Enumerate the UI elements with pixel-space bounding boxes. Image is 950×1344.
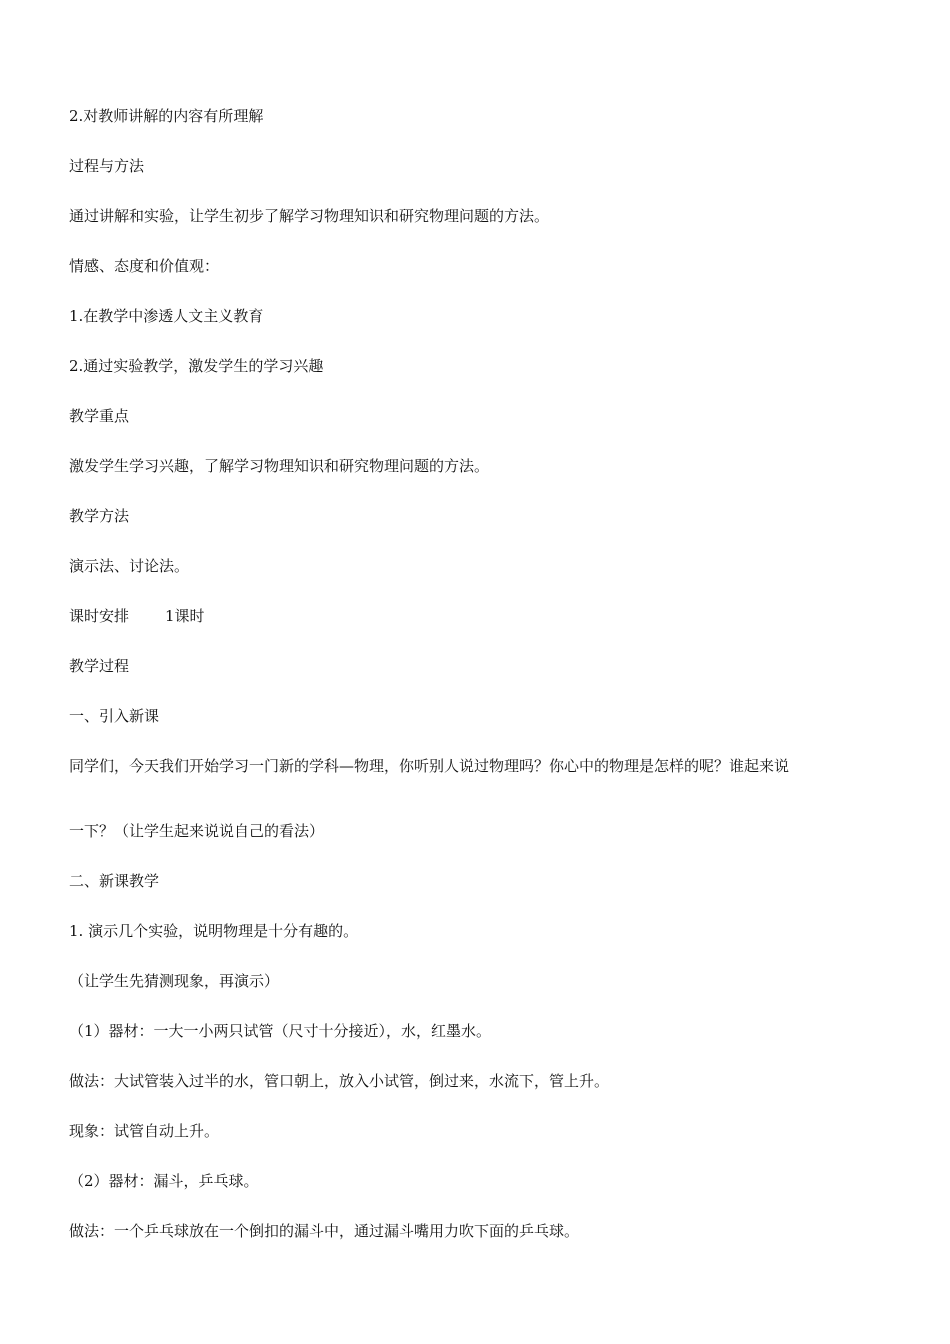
- schedule-value: 1课时: [165, 607, 205, 625]
- objective-understanding: 2.对教师讲解的内容有所理解: [69, 107, 264, 125]
- experiment-1-phenomenon: 现象：试管自动上升。: [69, 1122, 220, 1140]
- heading-teaching-methods: 教学方法: [69, 507, 130, 525]
- demo-intro: 1. 演示几个实验，说明物理是十分有趣的。: [69, 922, 359, 940]
- schedule-line: [69, 606, 205, 626]
- teaching-methods-text: 演示法、讨论法。: [69, 557, 190, 575]
- process-method-text: 通过讲解和实验，让学生初步了解学习物理知识和研究物理问题的方法。: [69, 207, 550, 225]
- emotion-item-2: 2.通过实验教学，激发学生的学习兴趣: [69, 357, 324, 375]
- demo-note: （让学生先猜测现象，再演示）: [69, 972, 280, 990]
- introduction-text: 同学们，今天我们开始学习一门新的学科—物理，你听别人说过物理吗？你心中的物理是怎样的呢？谁起来说: [69, 757, 790, 775]
- schedule-label: 课时安排: [69, 607, 130, 625]
- section-new-lesson: 二、新课教学: [69, 872, 160, 890]
- experiment-2-materials: （2）器材：漏斗，乒乓球。: [69, 1172, 259, 1190]
- experiment-1-materials: （1）器材：一大一小两只试管（尺寸十分接近），水，红墨水。: [69, 1022, 492, 1040]
- heading-key-points: 教学重点: [69, 407, 130, 425]
- emotion-item-1: 1.在教学中渗透人文主义教育: [69, 307, 264, 325]
- introduction-text-continued: 一下？（让学生起来说说自己的看法）: [69, 822, 325, 840]
- section-introduction: 一、引入新课: [69, 707, 160, 725]
- experiment-2-method: 做法：一个乒乓球放在一个倒扣的漏斗中，通过漏斗嘴用力吹下面的乒乓球。: [69, 1222, 580, 1240]
- experiment-1-method: 做法：大试管装入过半的水，管口朝上，放入小试管，倒过来，水流下，管上升。: [69, 1072, 610, 1090]
- heading-emotion-values: 情感、态度和价值观：: [69, 257, 220, 275]
- heading-process-method: 过程与方法: [69, 157, 145, 175]
- key-points-text: 激发学生学习兴趣，了解学习物理知识和研究物理问题的方法。: [69, 457, 490, 475]
- heading-teaching-process: 教学过程: [69, 657, 130, 675]
